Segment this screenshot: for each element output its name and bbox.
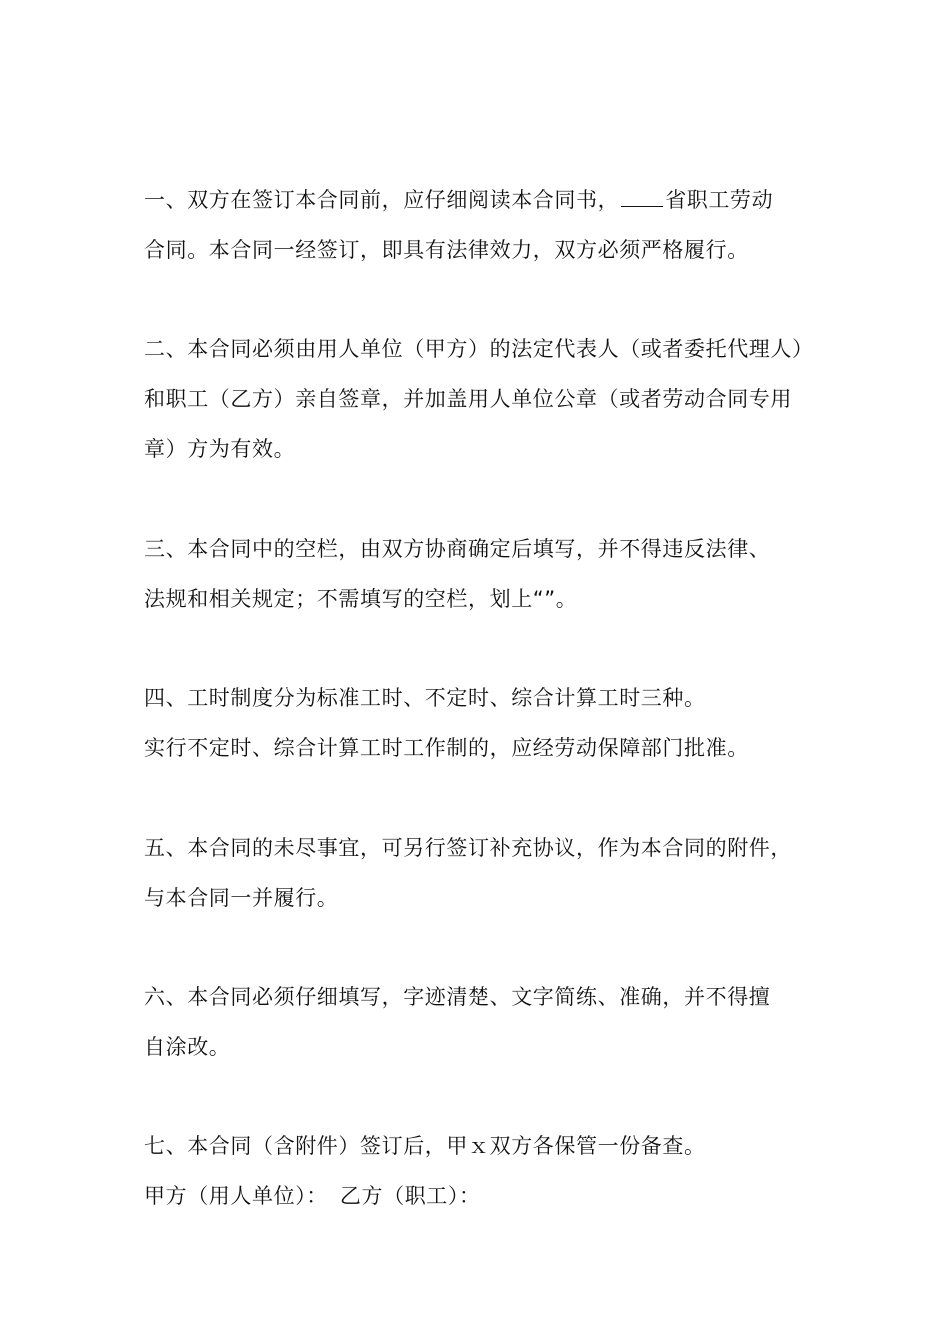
clause-3-line-2: 法规和相关规定；不需填写的空栏，划上“”。: [144, 587, 578, 611]
clause-5-line-2: 与本合同一并履行。: [144, 886, 339, 910]
clause-6-line-2: 自涂改。: [144, 1035, 231, 1059]
party-a-label: 甲方（用人单位）：: [144, 1184, 328, 1208]
clause-2-line-3: 章）方为有效。: [144, 437, 296, 461]
signature-line: [144, 1182, 481, 1210]
clause-3-line-1: 三、本合同中的空栏，由双方协商确定后填写，并不得违反法律、: [144, 537, 771, 561]
province-blank: [621, 188, 663, 207]
clause-7-line-1: 七、本合同（含附件）签订后，甲ｘ双方各保管一份备查。: [144, 1134, 706, 1158]
clause-4-line-1: 四、工时制度分为标准工时、不定时、综合计算工时三种。: [144, 686, 706, 710]
clause-6-line-1: 六、本合同必须仔细填写，字迹清楚、文字简练、准确，并不得擅: [144, 985, 771, 1009]
clause-1-line-2: 合同。本合同一经签订，即具有法律效力，双方必须严格履行。: [144, 238, 749, 262]
clause-2-line-2: 和职工（乙方）亲自签章，并加盖用人单位公章（或者劳动合同专用: [144, 387, 792, 411]
clause-1-text-b: 省职工劳动: [665, 188, 774, 212]
clause-5-line-1: 五、本合同的未尽事宜，可另行签订补充协议，作为本合同的附件，: [144, 836, 792, 860]
clause-1-text-a: 一、双方在签订本合同前，应仔细阅读本合同书，: [144, 188, 620, 212]
clause-1-line-1: [144, 186, 773, 214]
clause-4-line-2: 实行不定时、综合计算工时工作制的，应经劳动保障部门批准。: [144, 736, 749, 760]
party-b-label: 乙方（职工）：: [339, 1184, 481, 1208]
clause-2-line-1: 二、本合同必须由用人单位（甲方）的法定代表人（或者委托代理人）: [144, 337, 814, 361]
